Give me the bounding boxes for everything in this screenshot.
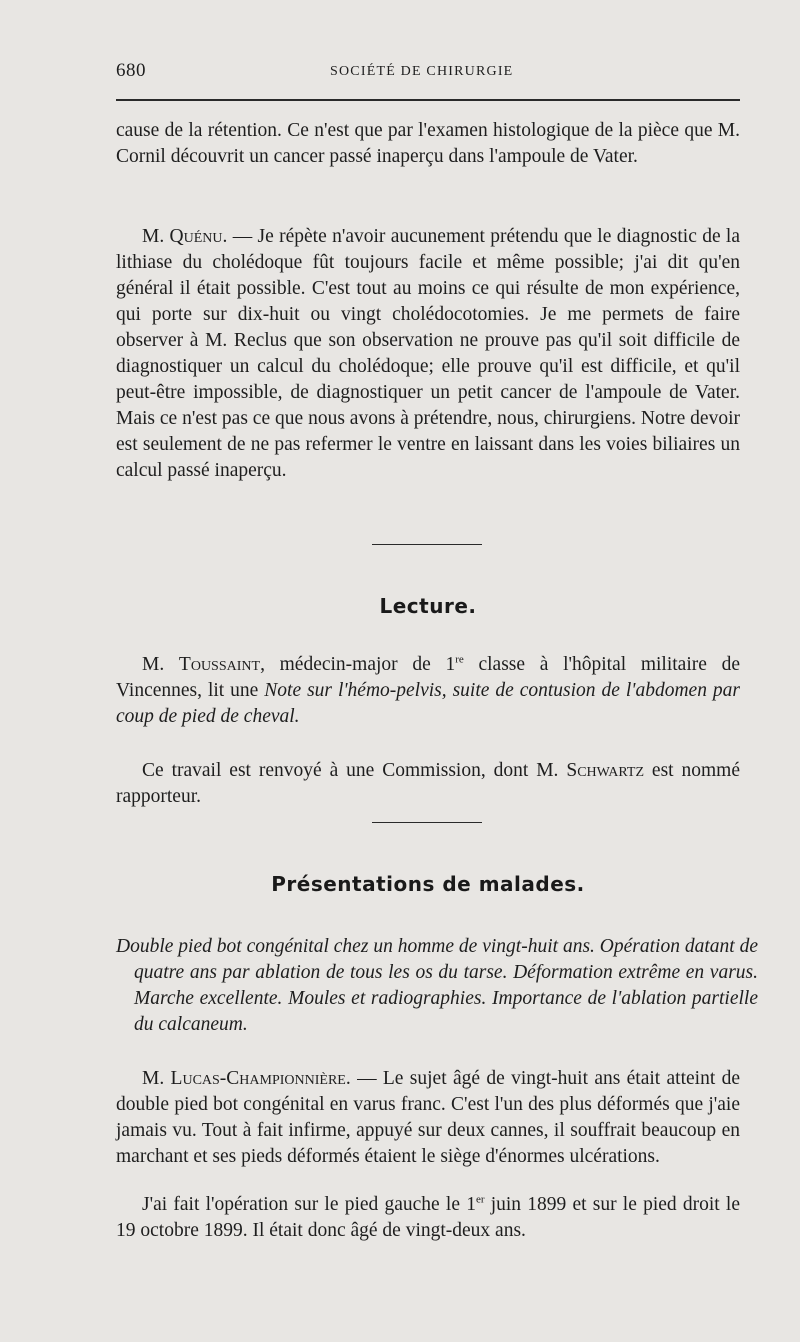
header-rule xyxy=(116,99,740,101)
section-divider xyxy=(372,544,482,545)
speaker-toussaint: Toussaint xyxy=(178,654,261,675)
operation-part2: juin 1899 et sur le pied droit le 19 octobre 1899. Il était donc âgé de vingt-deux ans. xyxy=(116,1194,740,1241)
commission-suffix: est nommé rapporteur. xyxy=(116,760,740,807)
commission-prefix: Ce travail est renvoyé à une Commission, dont M. xyxy=(142,760,567,781)
paragraph-lucas-championniere xyxy=(116,1066,740,1170)
rapporteur-name: Schwartz xyxy=(566,760,645,781)
paragraph-toussaint xyxy=(116,652,740,730)
section-divider xyxy=(372,822,482,823)
case-title: Double pied bot congénital chez un homme de vingt-huit ans. Opération datant de quatre ans par ablation de tous les os du tarse. Déformation extrême en varus. Marche excellente. Moules et radiographies. Importance de l'ablation partielle du calcaneum. xyxy=(116,936,758,1035)
operation-part1: J'ai fait l'opération sur le pied gauche le 1 xyxy=(142,1194,476,1215)
running-head xyxy=(116,60,740,88)
speaker-quenu: M. Quénu. xyxy=(142,226,228,247)
lucas-text: — Le sujet âgé de vingt-huit ans était atteint de double pied bot congénital en varus franc. C'est l'un des plus déformés que j'aie jamais vu. Tout à fait infirme, appuyé sur deux cannes, il souffrait beaucoup en marchant et ses pieds déformés étaient le siège d'énormes ulcérations. xyxy=(116,1068,740,1167)
continuation-text: cause de la rétention. Ce n'est que par l'examen histologique de la pièce que M. Cornil découvrit un cancer passé inaperçu dans l'ampoule de Vater. xyxy=(116,120,740,167)
paragraph-commission xyxy=(116,758,740,810)
paragraph-continuation xyxy=(116,118,740,170)
ordinal-superscript: re xyxy=(455,653,464,666)
toussaint-mid2: classe à l'hôpital militaire de Vincennes, lit une xyxy=(116,654,741,701)
speaker-lucas-championniere: M. Lucas-Championnière. xyxy=(142,1068,351,1089)
paragraph-operation-dates xyxy=(116,1192,740,1244)
quenu-text: — Je répète n'avoir aucunement prétendu que le diagnostic de la lithiase du cholédoque fût toujours facile et même possible; j'ai dit qu'en général il était possible. C'est tout au moins ce qui résulte de mon expérience, qui porte sur dix-huit ou vingt cholédocotomies. Je me permets de faire observer à M. Reclus que son observation ne prouve pas qu'il soit difficile de diagnostiquer un calcul du cholédoque; elle prouve qu'il est difficile, et qu'il peut-être impossible, de diagnostiquer un petit cancer de l'ampoule de Vater. Mais ce n'est pas ce que nous avons à prétendre, nous, chirurgiens. Notre devoir est seulement de ne pas refermer le ventre en laissant dans les voies biliaires un calcul passé inaperçu. xyxy=(116,226,740,481)
toussaint-prefix: M. xyxy=(142,654,179,675)
paragraph-quenu xyxy=(116,224,740,484)
ordinal-superscript: er xyxy=(475,1193,485,1206)
toussaint-mid1: , médecin-major de 1 xyxy=(260,654,456,675)
page-number: 680 xyxy=(116,60,146,81)
section-heading-lecture: Lecture. xyxy=(379,594,477,618)
section-heading-presentations: Présentations de malades. xyxy=(271,872,585,896)
note-title: Note sur l'hémo-pelvis, suite de contusion de l'abdomen par coup de pied de cheval. xyxy=(116,680,740,727)
running-title: SOCIÉTÉ DE CHIRURGIE xyxy=(330,64,514,79)
